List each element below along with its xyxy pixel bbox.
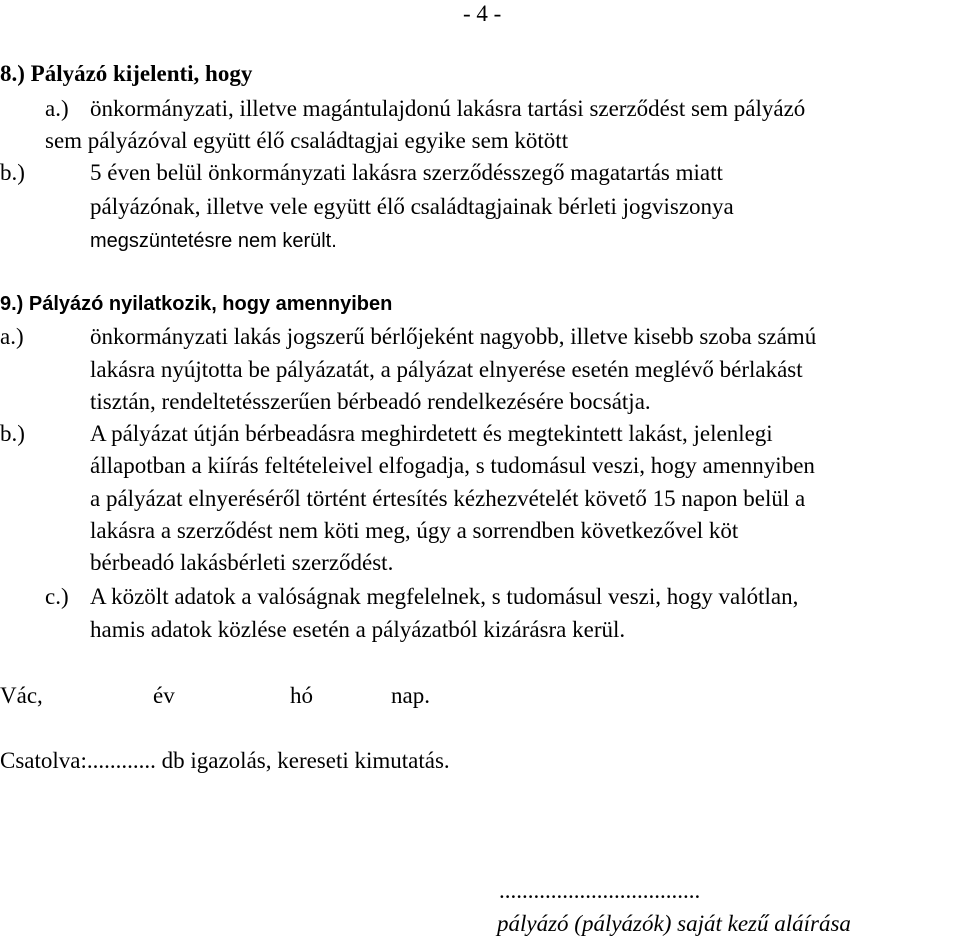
section-9-item-a-line: lakásra nyújtotta be pályázatát, a pályázat elnyerése esetén meglévő bérlakást [90,357,803,382]
section-8-heading: 8.) Pályázó kijelenti, hogy [0,61,253,86]
signature-label: pályázó (pályázók) saját kezű aláírása [497,911,851,936]
section-9-item-b-line: állapotban a kiírás feltételeivel elfogadja, s tudomásul veszi, hogy amennyiben [90,453,815,478]
date-day: nap. [391,683,430,708]
section-9-item-b-line: bérbeadó lakásbérleti szerződést. [90,550,394,575]
section-8-item-a-marker: a.) [45,96,69,121]
section-9-item-a-line: önkormányzati lakás jogszerű bérlőjeként nagyobb, illetve kisebb szoba számú [90,324,817,349]
attachments-line: Csatolva:............ db igazolás, kereseti kimutatás. [0,748,450,773]
date-place: Vác, [0,683,43,708]
date-month: hó [290,683,313,708]
section-9-item-b-line: a pályázat elnyeréséről történt értesítés kézhezvételét követő 15 napon belül a [90,486,806,511]
section-9-item-a-line: tisztán, rendeltetésszerűen bérbeadó rendelkezésére bocsátja. [90,389,651,414]
section-8-item-b-line: megszüntetésre nem került. [90,230,337,252]
section-9-item-a-marker: a.) [0,324,24,349]
section-9-item-c-marker: c.) [45,584,69,609]
section-9-heading: 9.) Pályázó nyilatkozik, hogy amennyiben [0,293,393,315]
section-8-item-b-line: pályázónak, illetve vele együtt élő családtagjainak bérleti jogviszonya [90,194,734,219]
date-year: év [153,683,175,708]
section-9-item-b-line: A pályázat útján bérbeadásra meghirdetett és megtekintett lakást, jelenlegi [90,421,773,446]
section-9-item-c-line: A közölt adatok a valóságnak megfelelnek, s tudomásul veszi, hogy valótlan, [90,584,799,609]
section-9-item-b-line: lakásra a szerződést nem köti meg, úgy a sorrendben következővel köt [90,518,739,543]
section-8-item-a-line: önkormányzati, illetve magántulajdonú lakásra tartási szerződést sem pályázó [90,96,806,121]
page-number: - 4 - [463,1,502,26]
signature-dots: ................................... [499,878,701,903]
section-9-item-b-marker: b.) [0,421,25,446]
section-8-item-a-line: sem pályázóval együtt élő családtagjai egyike sem kötött [45,128,569,153]
section-9-item-c-line: hamis adatok közlése esetén a pályázatból kizárásra kerül. [90,617,626,642]
section-8-item-b-marker: b.) [0,160,25,185]
section-8-item-b-line: 5 éven belül önkormányzati lakásra szerződésszegő magatartás miatt [90,160,723,185]
